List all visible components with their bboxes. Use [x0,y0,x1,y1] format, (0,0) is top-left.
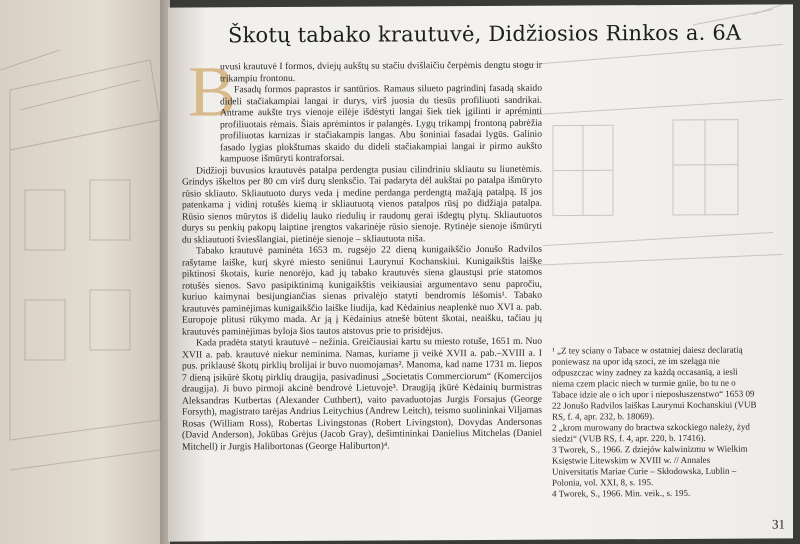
paragraph: Didžioji buvusios krautuvės patalpa perdengta pusiau cilindriniu skliautu su liunetėmis. Grindys iškeltos per 80 cm virš durų slenksčio. Tai padaryta dėl aukštai po patalpa išmūryto rūsio skliauto. Skliautuoto durys veda į medine perdanga perdengtą mažąją patalpą. Iš jos patenkama į vidinį rotušės kiemą ir skliautuotą vienos patalpos rūsį po didžiąja patalpa. Rūsio sienos mūrytos iš didelių lauko riedulių ir raudonų gerai išdegtų plytų. Skliautuotos durys su penkių pakopų laiptine įrengtos vakarinėje rūsio sienoje. Rytinėje sienoje išmūryti du skliautuoti šviesšlangiai, pietinėje sienoje – skliautuota niša. [182,163,542,246]
footnote: 3 Tworek, S., 1966. Z dziejów kalwinizmu w Wielkim Księstwie Litewskim w XVIII w. // Annales Universitatis Mariae Curie – Skłodowska, Lublin – Polonia, vol. XXI, 8, s. 195. [552,443,748,488]
building-sketch-illustration [0,0,170,544]
footnote: 4 Tworek, S., 1966. Min. veik., s. 195. [552,487,691,499]
paragraph: Kada pradėta statyti krautuvė – nežinia. Greičiausiai kartu su miesto rotuše, 1651 m. Nuo XVII a. pab. krautuvė niekur neminima. Namas, kuriame ji veikė XVII a. pab.–XVIII a. I pus. priklausė škotų pirklių brolijai ir buvo nuomojamas². Manoma, kad name 1731 m. liepos 7 dieną įsikūrė škotų pirklių draugija, pasivadinusi „Societatis Commerciorum“ (Komercijos draugija). Ji buvo pirmoji akcinė bendrovė Lietuvoje³. Draugiją įkūrė Kėdainių burmistras Aleksandras Kutbertas (Alexander Cuthbert), vaito pavaduotojas Jurgis Forsajus (George Forsyth), magistrato tarėjas Andrius Leitychius (Andrew Leitch), teismo suolininkai Viljamas Rosas (William Ross), Robertas Livingstonas (Robert Livingston), Dovydas Andersonas (David Anderson), Jokūbas Grėjus (Jacob Gray), dešimtininkai Danielius Mitchelas (Daniel Mitchell) ir Jurgis Halibortonas (George Haliburton)⁴. [182,335,542,453]
footnote: 2 „krom murowany do bractwa szkockiego należy, żyd siedzi“ (VUB RS, f. 4, apr. 220, b. 17416). [552,421,750,444]
paragraph: Tabako krautuvė paminėta 1653 m. rugsėjo 22 dieną kunigaikščio Jonušo Radvilos rašytame laiške, kurį skyrė miesto seniūnui Laurynui Kochanskiui. Kunigaikštis laiške piktinosi škotais, kurie nenorėjo, kad jų tabako krautuvės siena glaustųsi prie statomos rotušės sienos. Savo pasipiktinimą kunigaikštis veikiausiai argumentavo senu papročiu, kuriuo kaimynai besijungiančias sienas privalėjo statyti bendromis lėšomis¹. Tabako krautuvės paminėjimas kunigaikščio laiške liudija, kad Kėdainius neaplenkė nuo XVI a. pab. Europoje plitusi rūkymo mada. Ar ją į Kėdainius atnešė būtent škotai, neaišku, tačiau jų krautuvės paminėjimas byloja šios tautos atstovus prie to prisidėjus. [182,243,542,338]
footnotes [552,345,757,500]
page-title: Škotų tabako krautuvė, Didžiosios Rinkos a. 6A [228,20,742,48]
page-number: 31 [772,516,785,532]
right-page [168,4,793,541]
paragraph: Fasadų formos paprastos ir santūrios. Ramaus siluetо pagrindinį fasadą skaido dideli stačiakampiai langai ir durys, virš juosia du tiesūs profiliuoti sandrikai. Antrame aukšte trys vienoje eilėje išdėstyti langai šiek tiek įgilinti ir apréminti profiliuotais rėmais. Šiais aprėmintos ir palangės. Lygų trikampį frontoną pabrėžia profiliuotas karnizas ir stačiakampis langas. Abu šoniniai fasadai lygūs. Galinio fasado lygias plokštumas skaido du dideli stačiakampiai langai ir pirmo aukšto kampuose išmūryti kontraforsai. [220,82,542,165]
paragraph: uvusi krautuvė I formos, dviejų aukštų su stačiu dvišlaičiu čerpėmis dengtu stogu ir trikampiu frontonu. [220,59,542,84]
main-text [182,60,542,453]
left-page [0,0,170,544]
drop-cap: B [188,51,237,132]
footnote: ¹ „Z tey sciany o Tabace w ostatniej daiesz declaratią poniewasz na upor idą szoci, ze im szeląga nie odpuszczac winy zadney za każdą occasanią, a iesli niema czem placic niech w turmie gniie, bo tu ne o Tabace idzie ale o ich upor i nieposłuszenstwo“ 1653 09 22 Jonušo Radvilos laiškas Laurynui Kochanskiui (VUB RS, f. 4, apr. 232, b. 18069). [552,344,757,422]
